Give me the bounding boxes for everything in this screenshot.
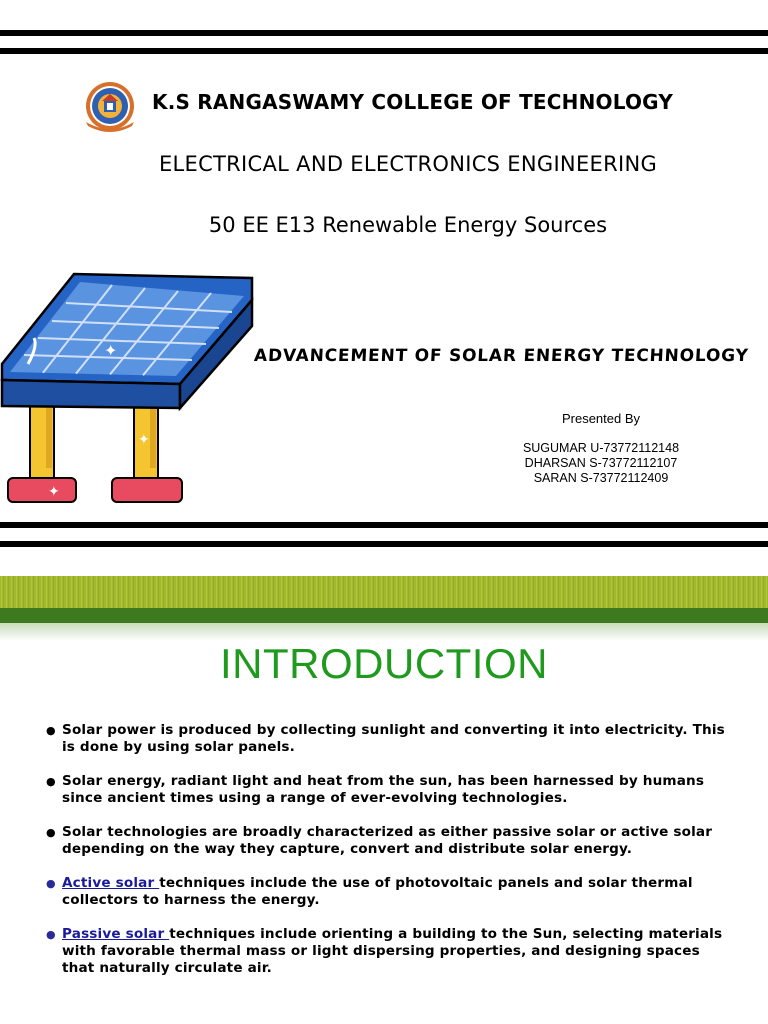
list-item [46, 875, 736, 909]
header-band-fade [0, 623, 768, 641]
presentation-topic: ADVANCEMENT OF SOLAR ENERGY TECHNOLOGY [253, 346, 750, 366]
bullet-text: Solar power is produced by collecting sunlight and converting it into electricity. This is done by using solar panels. [62, 722, 725, 755]
presented-by-label: Presented By [561, 411, 641, 426]
bullet-text: techniques include the use of photovoltaic panels and solar thermal collectors to harness the energy. [62, 875, 693, 908]
bullet-dot-icon: ● [46, 877, 56, 890]
bullet-text: Solar technologies are broadly characterized as either passive solar or active solar depending on the way they capture, convert and distribute solar energy. [62, 824, 713, 857]
list-item [46, 926, 736, 977]
bottom-rule-2 [0, 541, 768, 547]
department-name: ELECTRICAL AND ELECTRONICS ENGINEERING [158, 152, 658, 176]
bullet-dot-icon: ● [46, 775, 56, 788]
bullet-list [46, 722, 736, 994]
college-emblem-icon [80, 80, 140, 136]
course-title: 50 EE E13 Renewable Energy Sources [208, 213, 608, 237]
list-item [46, 824, 736, 858]
slide-title: INTRODUCTION [220, 640, 548, 687]
introduction-slide [0, 576, 768, 1024]
passive-solar-link[interactable]: Passive solar [62, 926, 170, 942]
solar-panel-icon [0, 268, 256, 508]
svg-text:✦: ✦ [138, 432, 150, 448]
presenter-name: SUGUMAR U-73772112148 [522, 441, 680, 455]
bottom-rule [0, 522, 768, 528]
bullet-dot-icon: ● [46, 724, 56, 737]
presenter-name: DHARSAN S-73772112107 [524, 456, 678, 470]
bullet-dot-icon: ● [46, 928, 56, 941]
svg-text:✦: ✦ [104, 341, 118, 360]
top-rule-2 [0, 48, 768, 54]
top-rule [0, 30, 768, 36]
list-item [46, 722, 736, 756]
svg-text:✦: ✦ [48, 484, 60, 500]
bullet-dot-icon: ● [46, 826, 56, 839]
list-item [46, 773, 736, 807]
active-solar-link[interactable]: Active solar [62, 875, 160, 891]
bullet-text: techniques include orienting a building to the Sun, selecting materials with favorable thermal mass or light dispersing properties, and designing spaces that naturally circulate air. [62, 926, 723, 976]
presenter-name: SARAN S-73772112409 [533, 471, 669, 485]
header-band-light [0, 576, 768, 608]
header-band-dark [0, 608, 768, 623]
college-name: K.S RANGASWAMY COLLEGE OF TECHNOLOGY [152, 90, 674, 114]
bullet-text: Solar energy, radiant light and heat from the sun, has been harnessed by humans since ancient times using a range of ever-evolving technologies. [62, 773, 705, 806]
presenter-list [480, 441, 722, 486]
